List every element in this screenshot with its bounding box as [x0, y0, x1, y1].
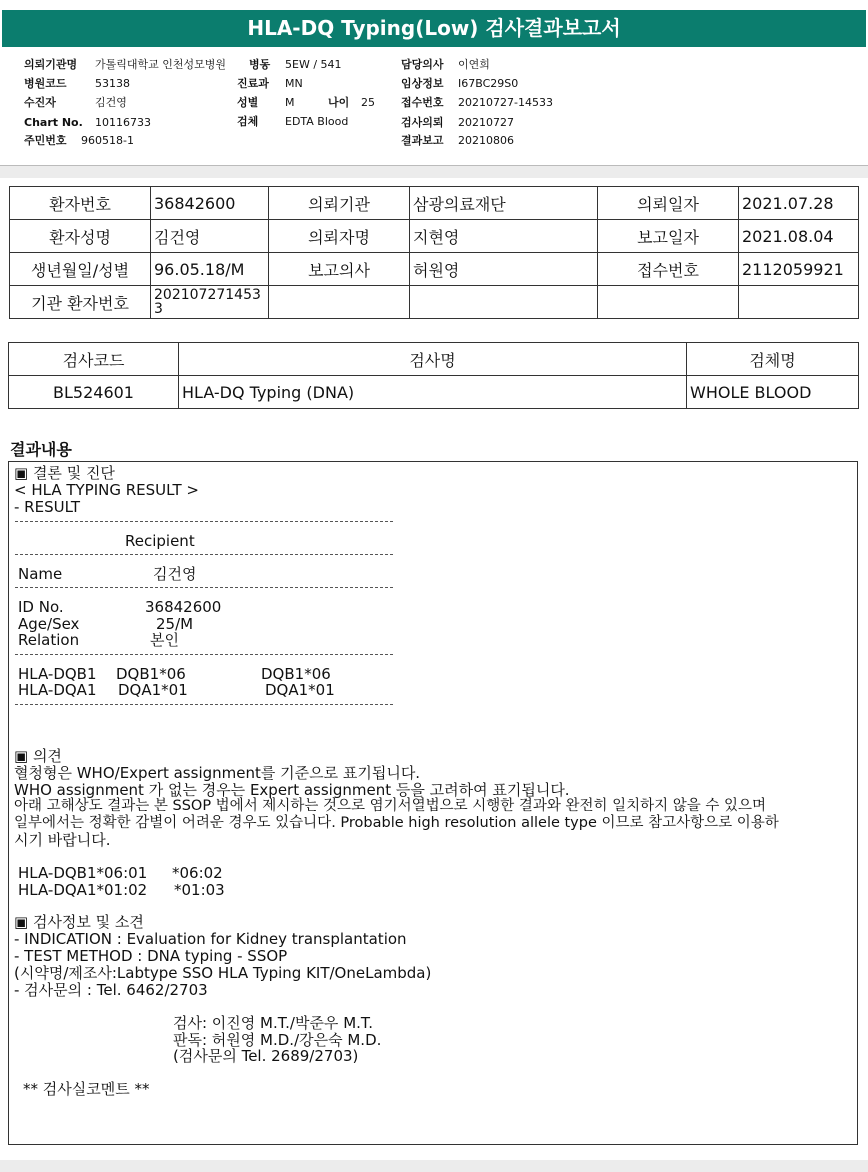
id-value: 36842600	[145, 598, 222, 616]
report-title: HLA-DQ Typing(Low) 검사결과보고서	[2, 10, 866, 47]
dqb1-label: HLA-DQB1	[18, 665, 97, 683]
ward-field: 병동 5EW / 541	[249, 58, 342, 71]
test-table	[8, 342, 859, 409]
opinion-line: 일부에서는 정확한 감별이 어려운 경우도 있습니다. Probable high resolution allele type 이므로 참고사항으로 이용하	[14, 815, 779, 831]
opinion-line: 시기 바랍니다.	[14, 831, 111, 849]
method-line: - TEST METHOD : DNA typing - SSOP	[14, 947, 288, 965]
dqa1-allele-2: DQA1*01	[265, 681, 335, 699]
conclusion-heading: ▣ 결론 및 진단	[14, 464, 115, 482]
lab-comment: ** 검사실코멘트 **	[23, 1080, 150, 1098]
patient-field: 수진자 김건영	[24, 96, 127, 109]
inquiry2-line: (검사문의 Tel. 2689/2703)	[173, 1047, 359, 1065]
agesex-value: 25/M	[156, 615, 194, 633]
dashed-divider	[15, 654, 393, 655]
opinion-heading: ▣ 의견	[14, 747, 62, 765]
result-label: - RESULT	[14, 498, 81, 516]
opinion-line: WHO assignment 가 없는 경우는 Expert assignment 등을 고려하여 표기됩니다.	[14, 781, 570, 799]
table-row: BL524601 HLA-DQ Typing (DNA) WHOLE BLOOD	[9, 376, 859, 409]
dashed-divider	[15, 587, 393, 588]
relation-label: Relation	[18, 631, 80, 649]
table-row: 환자번호 36842600 의뢰기관 삼광의료재단 의뢰일자 2021.07.28	[10, 187, 859, 220]
dqa1-label: HLA-DQA1	[18, 681, 97, 699]
code-field: 병원코드 53138	[24, 77, 130, 90]
name-value: 김건영	[153, 565, 197, 583]
header-info	[0, 48, 868, 166]
patient-table	[9, 186, 859, 319]
dept-field: 진료과 MN	[237, 77, 303, 90]
bottom-band	[0, 1160, 868, 1172]
receipt-field: 접수번호 20210727-14533	[401, 96, 553, 109]
recipient-heading: Recipient	[125, 532, 195, 550]
dqb1-allele-2: DQB1*06	[261, 665, 331, 683]
doctor-field: 담당의사 이연희	[401, 58, 490, 71]
dqa1-allele-1: DQA1*01	[118, 681, 188, 699]
table-row: 생년월일/성별 96.05.18/M 보고의사 허원영 접수번호 2112059921	[10, 253, 859, 286]
request-field: 검사의뢰 20210727	[401, 116, 514, 129]
hospital-field: 의뢰기관명 가톨릭대학교 인천성모병원	[24, 58, 227, 71]
dashed-divider	[15, 554, 393, 555]
tested-by: 검사: 이진영 M.T./박준우 M.T.	[173, 1014, 374, 1032]
table-header-row: 검사코드 검사명 검체명	[9, 343, 859, 376]
typing-result-heading: < HLA TYPING RESULT >	[14, 481, 199, 499]
hr-dqa1-allele-2: *01:03	[174, 881, 225, 899]
hr-dqa1-label: HLA-DQA1*01:02	[18, 881, 148, 899]
dqb1-allele-1: DQB1*06	[116, 665, 186, 683]
read-by: 판독: 허원영 M.D./강은숙 M.D.	[173, 1031, 382, 1049]
dashed-divider	[15, 704, 393, 705]
hr-dqb1-label: HLA-DQB1*06:01	[18, 864, 148, 882]
section-title: 결과내용	[10, 440, 72, 459]
opinion-line: 혈청형은 WHO/Expert assignment를 기준으로 표기됩니다.	[14, 764, 421, 782]
specimen-field: 검체 EDTA Blood	[237, 115, 349, 128]
reagent-line: (시약명/제조사:Labtype SSO HLA Typing KIT/OneLambda)	[14, 964, 432, 982]
clinical-field: 임상정보 I67BC29S0	[401, 77, 519, 90]
report-date-field: 결과보고 20210806	[401, 134, 514, 147]
relation-value: 본인	[150, 631, 179, 649]
opinion-line: 아래 고해상도 결과는 본 SSOP 법에서 제시하는 것으로 염기서열법으로 시행한 결과와 완전히 일치하지 않을 수 있으며	[14, 798, 767, 814]
name-label: Name	[18, 565, 63, 583]
table-row: 기관 환자번호 2021072714533	[10, 286, 859, 319]
result-box	[8, 461, 858, 1145]
indication-line: - INDICATION : Evaluation for Kidney transplantation	[14, 930, 407, 948]
dashed-divider	[15, 521, 393, 522]
agesex-label: Age/Sex	[18, 615, 80, 633]
ssn-field: 주민번호 960518-1	[24, 134, 134, 147]
info-heading: ▣ 검사정보 및 소견	[14, 913, 144, 931]
chart-field: Chart No. 10116733	[24, 116, 151, 129]
hr-dqb1-allele-2: *06:02	[172, 864, 223, 882]
inquiry-line: - 검사문의 : Tel. 6462/2703	[14, 981, 208, 999]
id-label: ID No.	[18, 598, 64, 616]
table-row: 환자성명 김건영 의뢰자명 지현영 보고일자 2021.08.04	[10, 220, 859, 253]
separator-band	[0, 166, 868, 178]
sex-field: 성별 M 나이 25	[237, 96, 375, 109]
